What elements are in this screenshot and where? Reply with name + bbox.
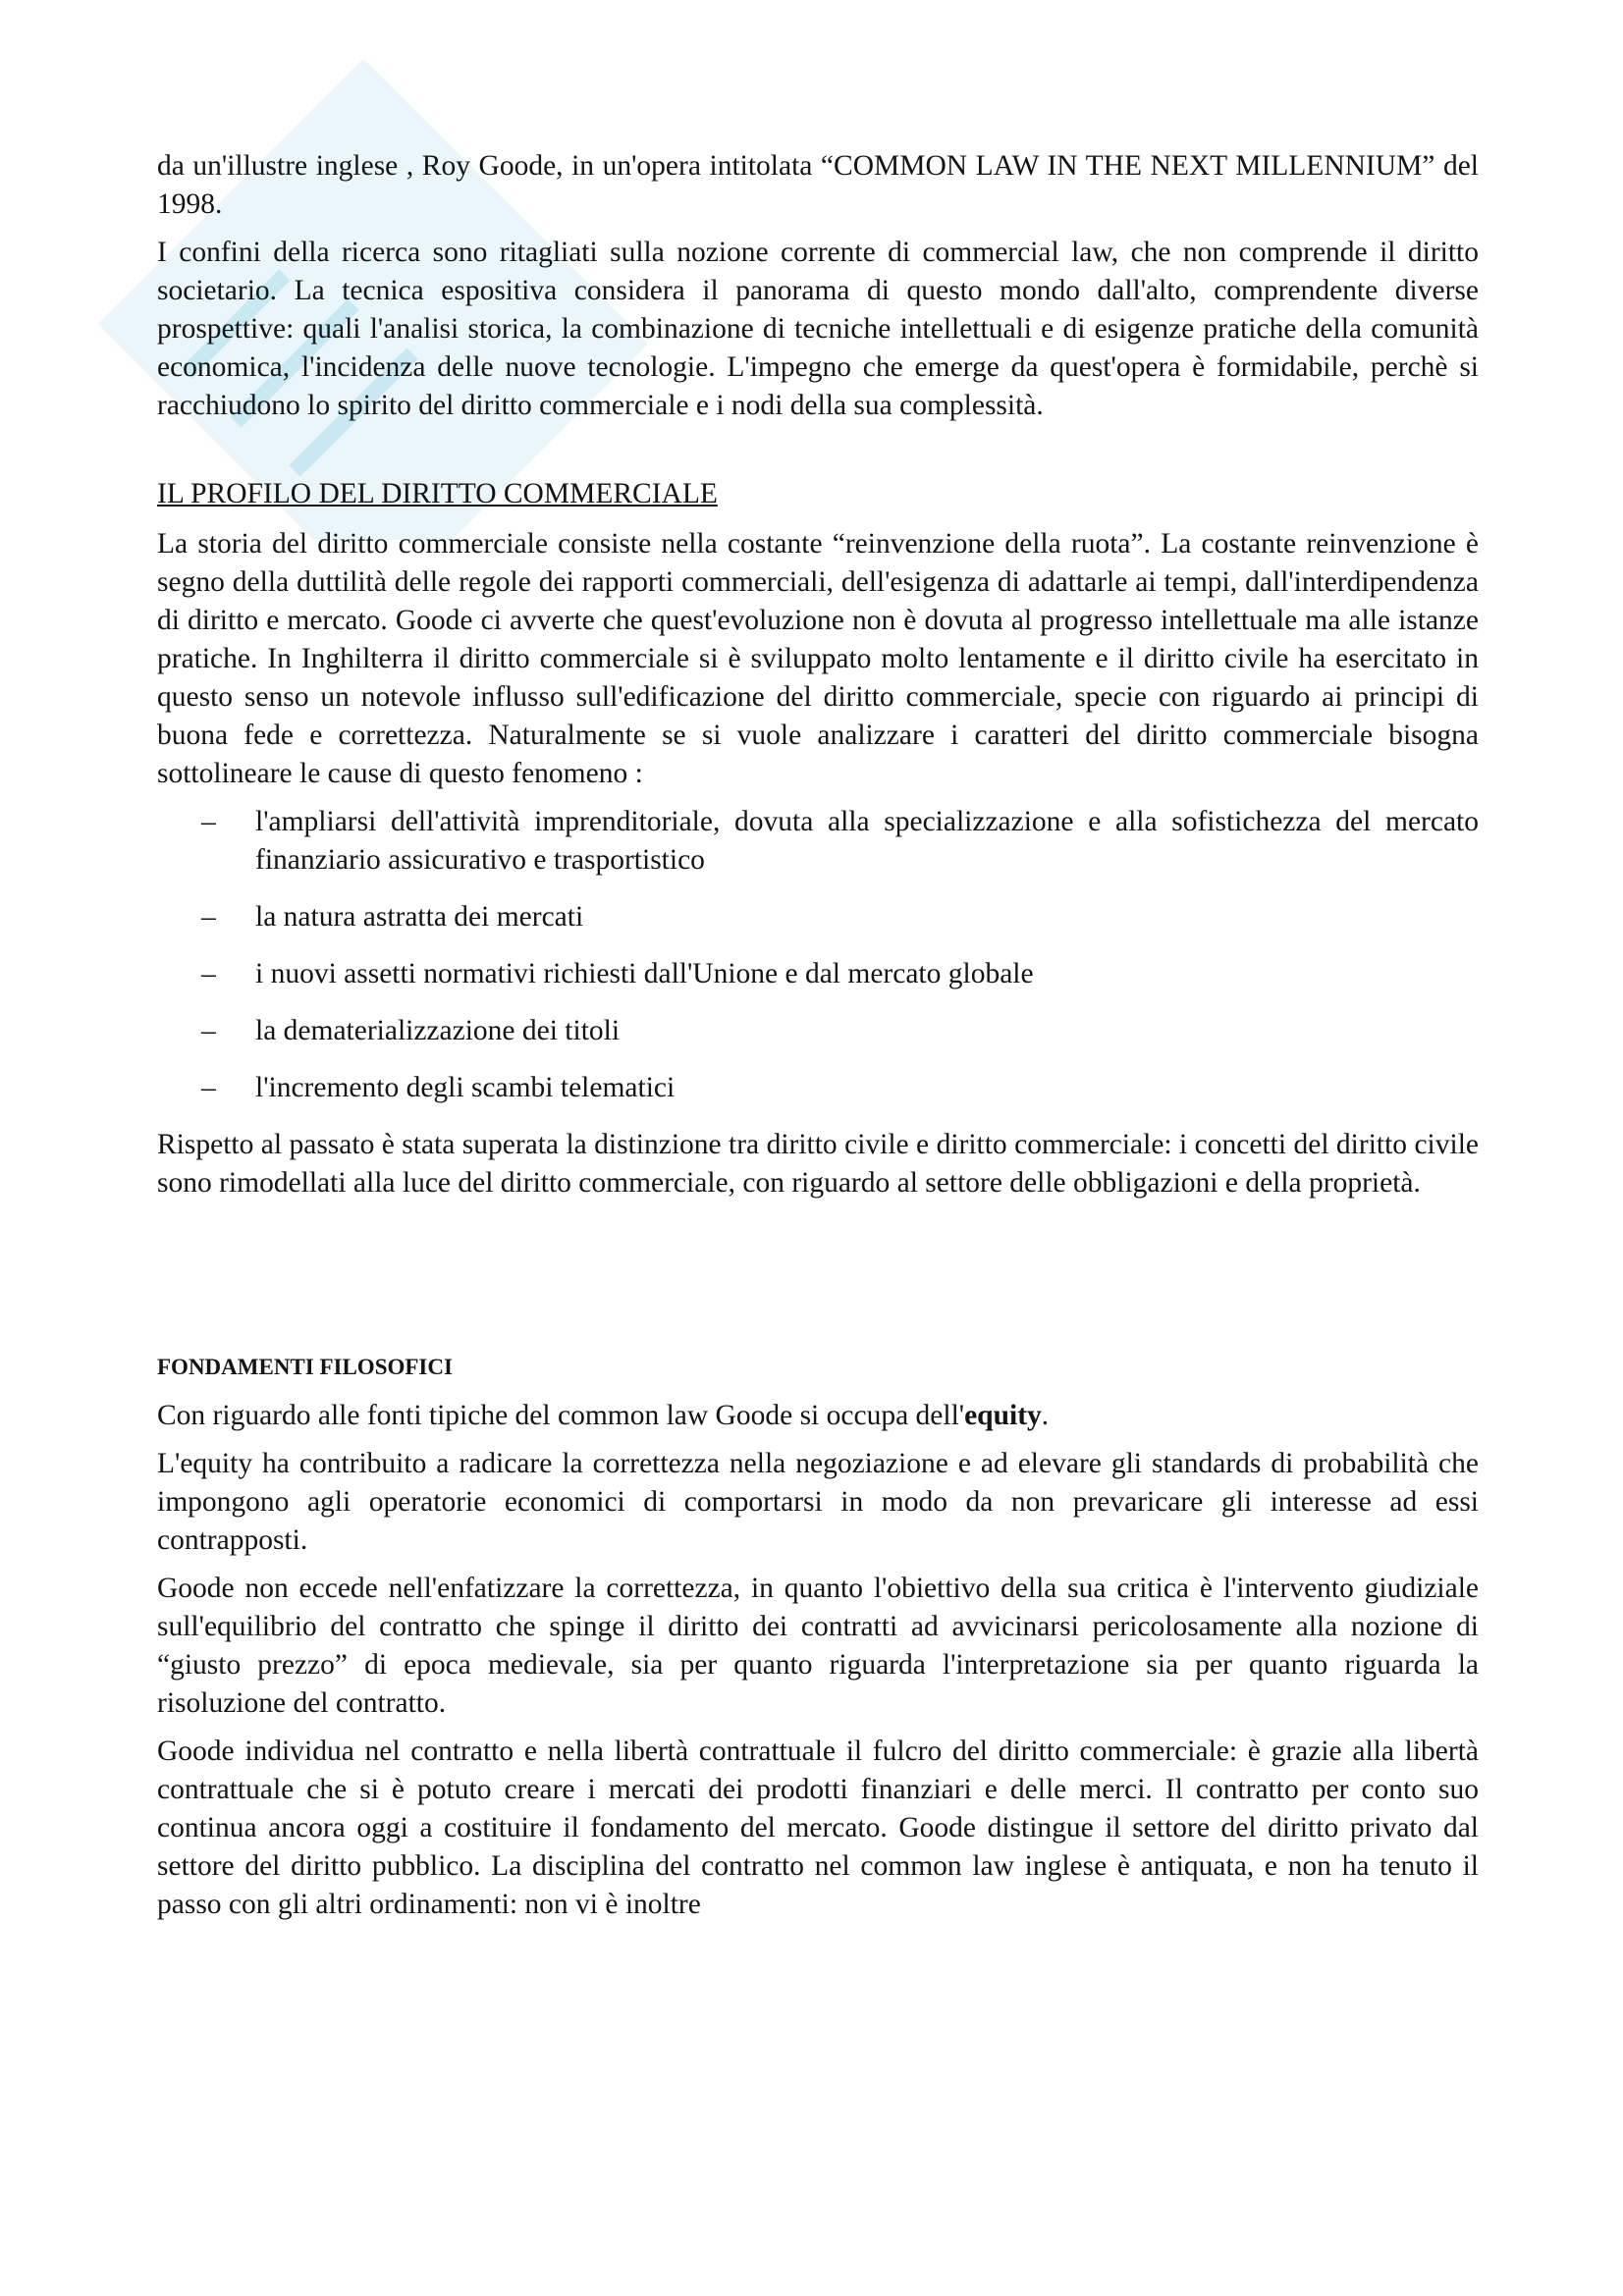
list-item-text: la natura astratta dei mercati (255, 901, 584, 933)
dash-bullet: – (201, 958, 216, 989)
equity-text-after: . (1041, 1400, 1050, 1431)
section-paragraph: Goode individua nel contratto e nella libertà contrattuale il fulcro del diritto commerciale: è grazie alla libertà contrattuale che si è potuto creare i mercati dei prodotti finanziari e delle merci. Il contratto per conto suo continua ancora oggi a costituire il fondamento del mercato. Goode distingue il settore del diritto privato dal settore del diritto pubblico. La disciplina del contratto nel common law inglese è antiquata, e non ha tenuto il passo con gli altri ordinamenti: non vi è inoltre (157, 1735, 1479, 1920)
section-paragraph: La storia del diritto commerciale consiste nella costante “reinvenzione della ruota”. La costante reinvenzione è segno della duttilità delle regole dei rapporti commerciali, dell'esigenza di adattarle ai tempi, dall'interdipendenza di diritto e mercato. Goode ci avverte che quest'evoluzione non è dovuta al progresso intellettuale ma alle istanze pratiche. In Inghilterra il diritto commerciale si è sviluppato molto lentamente e il diritto civile ha esercitato in questo senso un notevole influsso sull'edificazione del diritto commerciale, specie con riguardo ai principi di buona fede e correttezza. Naturalmente se si vuole analizzare i caratteri del diritto commerciale bisogna sottolineare le cause di questo fenomeno : (157, 528, 1479, 789)
list-item-text: la dematerializzazione dei titoli (255, 1015, 621, 1046)
document-page (157, 147, 1479, 1934)
equity-paragraph (157, 1397, 1479, 1435)
section-heading-fondamenti: FONDAMENTI FILOSOFICI (157, 1355, 453, 1379)
intro-paragraph: I confini della ricerca sono ritagliati sulla nozione corrente di commercial law, che non comprende il diritto societario. La tecnica espositiva considera il panorama di questo mondo dall'alto, comprendente diverse prospettive: quali l'analisi storica, la combinazione di tecniche intellettuali e di esigenze pratiche della comunità economica, l'incidenza delle nuove tecnologie. L'impegno che emerge da quest'opera è formidabile, perchè si racchiudono lo spirito del diritto commerciale e i nodi della sua complessità. (157, 237, 1479, 421)
list-item (157, 955, 1479, 993)
dash-bullet: – (201, 901, 216, 933)
list-item (157, 803, 1479, 880)
list-item-text: l'ampliarsi dell'attività imprenditoriale, dovuta alla specializzazione e alla sofistichezza del mercato finanziario assicurativo e trasportistico (255, 806, 1479, 876)
section-paragraph: Goode non eccede nell'enfatizzare la correttezza, in quanto l'obiettivo della sua critica è l'intervento giudiziale sull'equilibrio del contratto che spinge il diritto dei contratti ad avvicinarsi pericolosamente alla nozione di “giusto prezzo” di epoca medievale, sia per quanto riguarda l'interpretazione sia per quanto riguarda la risoluzione del contratto. (157, 1573, 1479, 1719)
list-item (157, 898, 1479, 936)
section-closing-paragraph: Rispetto al passato è stata superata la distinzione tra diritto civile e diritto commerciale: i concetti del diritto civile sono rimodellati alla luce del diritto commerciale, con riguardo al settore delle obbligazioni e della proprietà. (157, 1129, 1479, 1199)
intro-paragraph: da un'illustre inglese , Roy Goode, in un'opera intitolata “COMMON LAW IN THE NEXT MILLENNIUM” del 1998. (157, 150, 1479, 220)
list-item (157, 1012, 1479, 1050)
dash-bullet: – (201, 1072, 216, 1103)
dash-bullet: – (201, 1015, 216, 1046)
section-heading-profilo: IL PROFILO DEL DIRITTO COMMERCIALE (157, 478, 718, 509)
list-item-text: i nuovi assetti normativi richiesti dall'Unione e dal mercato globale (255, 958, 1034, 989)
equity-text-before: Con riguardo alle fonti tipiche del common law Goode si occupa dell' (157, 1400, 965, 1431)
list-item-text: l'incremento degli scambi telematici (255, 1072, 676, 1103)
list-item (157, 1069, 1479, 1107)
causes-list (157, 803, 1479, 1107)
dash-bullet: – (201, 806, 216, 837)
section-paragraph: L'equity ha contribuito a radicare la correttezza nella negoziazione e ad elevare gli standards di probabilità che impongono agli operatorie economici di comportarsi in modo da non prevaricare gli interesse ad essi contrapposti. (157, 1448, 1479, 1556)
equity-bold-term: equity (964, 1400, 1042, 1431)
